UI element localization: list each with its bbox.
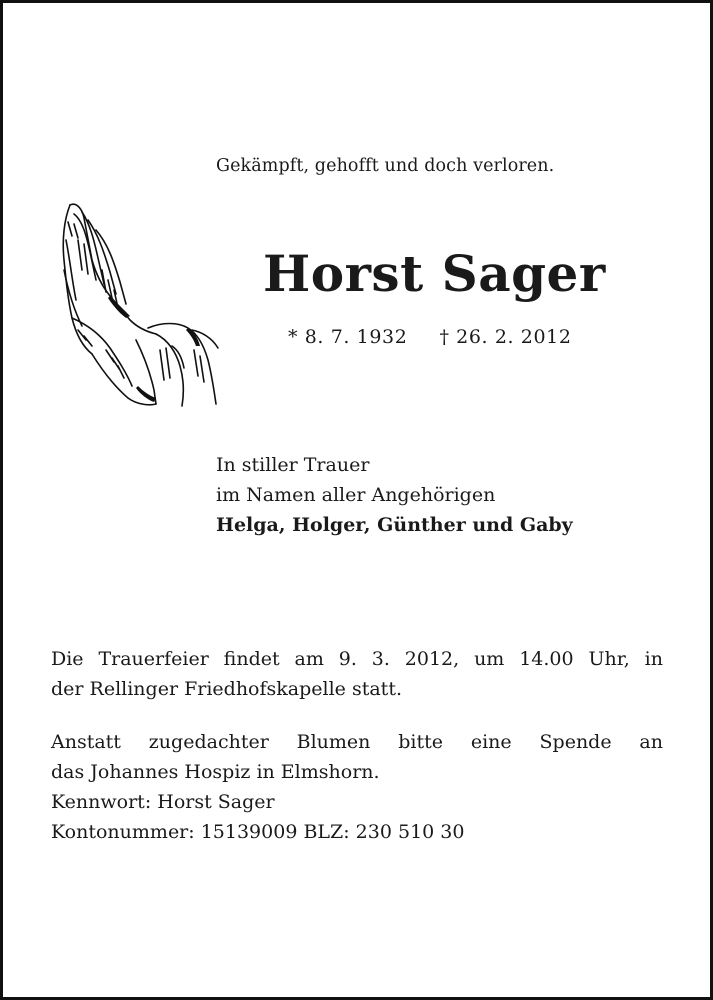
birth-date: * 8. 7. 1932: [288, 326, 408, 348]
donation-line-1: Anstatt zugedachter Blumen bitte eine Spende an: [51, 731, 663, 753]
praying-hands-icon: [52, 200, 222, 410]
life-dates: [288, 326, 572, 348]
donation-info: [51, 727, 663, 847]
death-date: † 26. 2. 2012: [439, 326, 572, 348]
mourning-line-2: im Namen aller Angehörigen: [216, 484, 496, 506]
mourning-block: [216, 450, 573, 540]
donation-account: Kontonummer: 15139009 BLZ: 230 510 30: [51, 821, 465, 843]
motto-text: Gekämpft, gehofft und doch verloren.: [216, 156, 555, 176]
mourning-line-1: In stiller Trauer: [216, 454, 370, 476]
mourner-names: Helga, Holger, Günther und Gaby: [216, 514, 573, 536]
deceased-name: Horst Sager: [263, 244, 606, 303]
funeral-line-1: Die Trauerfeier findet am 9. 3. 2012, um 14.00 Uhr, in: [51, 648, 663, 670]
funeral-info: [51, 644, 663, 704]
donation-line-2: das Johannes Hospiz in Elmshorn.: [51, 761, 380, 783]
funeral-line-2: der Rellinger Friedhofskapelle statt.: [51, 678, 402, 700]
donation-keyword: Kennwort: Horst Sager: [51, 791, 275, 813]
